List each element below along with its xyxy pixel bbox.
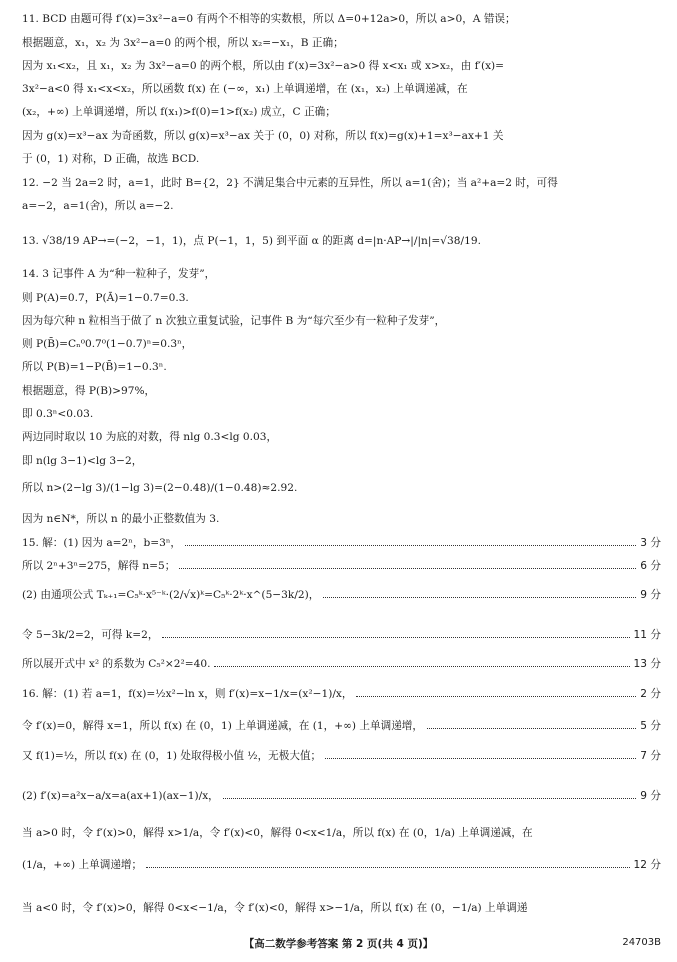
- text-line: 因为 n∈N*，所以 n 的最小正整数值为 3.: [22, 513, 220, 525]
- leader-dots: [427, 719, 636, 729]
- step-text: (2) f′(x)=a²x−a/x=a(ax+1)(ax−1)/x，: [22, 790, 219, 802]
- text-line: 两边同时取以 10 为底的对数，得 nlg 0.3<lg 0.03，: [22, 431, 278, 443]
- step-text: (1/a，+∞) 上单调递增；: [22, 859, 143, 871]
- scored-step: [22, 628, 661, 642]
- score-points: 5 分: [640, 720, 661, 732]
- text-line: 即 n(lg 3−1)<lg 3−2，: [22, 455, 143, 467]
- leader-dots: [223, 789, 637, 799]
- leader-dots: [323, 588, 636, 598]
- leader-dots: [356, 687, 636, 697]
- text-line: 则 P(B̄)=Cₙ⁰0.7⁰(1−0.7)ⁿ=0.3ⁿ，: [22, 338, 193, 350]
- scored-step: [22, 719, 661, 733]
- document-code: 24703B: [622, 937, 661, 948]
- scored-step: [22, 588, 661, 602]
- text-line: 14. 3 记事件 A 为“种一粒种子，发芽”，: [22, 268, 216, 280]
- score-points: 3 分: [640, 537, 661, 549]
- leader-dots: [325, 749, 636, 759]
- scored-step: [22, 559, 661, 573]
- score-points: 9 分: [640, 589, 661, 601]
- step-text: 所以展开式中 x² 的系数为 C₅²×2²=40.: [22, 658, 211, 670]
- scored-step: [22, 858, 661, 872]
- text-line: 所以 P(B)=1−P(B̄)=1−0.3ⁿ.: [22, 361, 167, 373]
- step-text: 所以 2ⁿ+3ⁿ=275，解得 n=5；: [22, 560, 176, 572]
- leader-dots: [162, 628, 629, 638]
- text-line: 11. BCD 由题可得 f′(x)=3x²−a=0 有两个不相等的实数根，所以 Δ=0+12a>0，所以 a>0，A 错误；: [22, 13, 516, 25]
- score-points: 13 分: [633, 658, 661, 670]
- step-text: 16. 解：(1) 若 a=1，f(x)=½x²−ln x，则 f′(x)=x−1/x=(x²−1)/x，: [22, 688, 353, 700]
- text-line: a=−2，a=1(舍)，所以 a=−2.: [22, 200, 174, 212]
- step-text: (2) 由通项公式 Tₖ₊₁=C₅ᵏ·x⁵⁻ᵏ·(2/√x)ᵏ=C₅ᵏ·2ᵏ·x^(5−3k/2)，: [22, 589, 320, 601]
- leader-dots: [185, 536, 636, 546]
- text-line: 因为 x₁<x₂，且 x₁，x₂ 为 3x²−a=0 的两个根，所以由 f′(x)=3x²−a>0 得 x<x₁ 或 x>x₂，由 f′(x)=: [22, 60, 505, 72]
- score-points: 9 分: [640, 790, 661, 802]
- text-line: 则 P(A)=0.7，P(Ā)=1−0.7=0.3.: [22, 292, 189, 304]
- text-line: 当 a<0 时，令 f′(x)>0，解得 0<x<−1/a，令 f′(x)<0，解得 x>−1/a，所以 f(x) 在 (0，−1/a) 上单调递: [22, 902, 528, 914]
- scored-step: [22, 749, 661, 763]
- leader-dots: [214, 657, 629, 667]
- score-points: 12 分: [633, 859, 661, 871]
- scored-step: [22, 789, 661, 803]
- score-points: 11 分: [633, 629, 661, 641]
- score-points: 6 分: [640, 560, 661, 572]
- scored-step: [22, 536, 661, 550]
- text-line: 即 0.3ⁿ<0.03.: [22, 408, 94, 420]
- page-footer: 【高二数学参考答案 第 2 页(共 4 页)】: [243, 938, 434, 950]
- text-line: 根据题意，得 P(B)>97%，: [22, 385, 156, 397]
- step-text: 令 5−3k/2=2，可得 k=2，: [22, 629, 159, 641]
- text-line: 当 a>0 时，令 f′(x)>0，解得 x>1/a，令 f′(x)<0，解得 0<x<1/a，所以 f(x) 在 (0，1/a) 上单调递减，在: [22, 827, 533, 839]
- scored-step: [22, 657, 661, 671]
- leader-dots: [179, 559, 636, 569]
- score-points: 2 分: [640, 688, 661, 700]
- text-line: 根据题意，x₁，x₂ 为 3x²−a=0 的两个根，所以 x₂=−x₁，B 正确；: [22, 37, 344, 49]
- text-line: 13. √38/19 AP→=(−2，−1，1)，点 P(−1，1，5) 到平面 α 的距离 d=|n·AP→|/|n|=√38/19.: [22, 235, 481, 247]
- text-line: 因为每穴种 n 粒相当于做了 n 次独立重复试验，记事件 B 为“每穴至少有一粒种子发芽”，: [22, 315, 446, 327]
- leader-dots: [146, 858, 629, 868]
- scored-step: [22, 687, 661, 701]
- text-line: 12. −2 当 2a=2 时，a=1，此时 B={2，2} 不满足集合中元素的互异性，所以 a=1(舍)；当 a²+a=2 时，可得: [22, 177, 558, 189]
- text-line: (x₂，+∞) 上单调递增，所以 f(x₁)>f(0)=1>f(x₂) 成立，C 正确；: [22, 106, 336, 118]
- step-text: 令 f′(x)=0，解得 x=1，所以 f(x) 在 (0，1) 上单调递减，在 (1，+∞) 上单调递增，: [22, 720, 423, 732]
- text-line: 于 (0，1) 对称，D 正确，故选 BCD.: [22, 153, 200, 165]
- step-text: 15. 解：(1) 因为 a=2ⁿ，b=3ⁿ，: [22, 537, 182, 549]
- score-points: 7 分: [640, 750, 661, 762]
- step-text: 又 f(1)=½，所以 f(x) 在 (0，1) 处取得极小值 ½，无极大值；: [22, 750, 322, 762]
- text-line: 所以 n>(2−lg 3)/(1−lg 3)=(2−0.48)/(1−0.48)≈2.92.: [22, 482, 298, 494]
- text-line: 3x²−a<0 得 x₁<x<x₂，所以函数 f(x) 在 (−∞，x₁) 上单调递增，在 (x₁，x₂) 上单调递减，在: [22, 83, 468, 95]
- text-line: 因为 g(x)=x³−ax 为奇函数，所以 g(x)=x³−ax 关于 (0，0) 对称，所以 f(x)=g(x)+1=x³−ax+1 关: [22, 130, 504, 142]
